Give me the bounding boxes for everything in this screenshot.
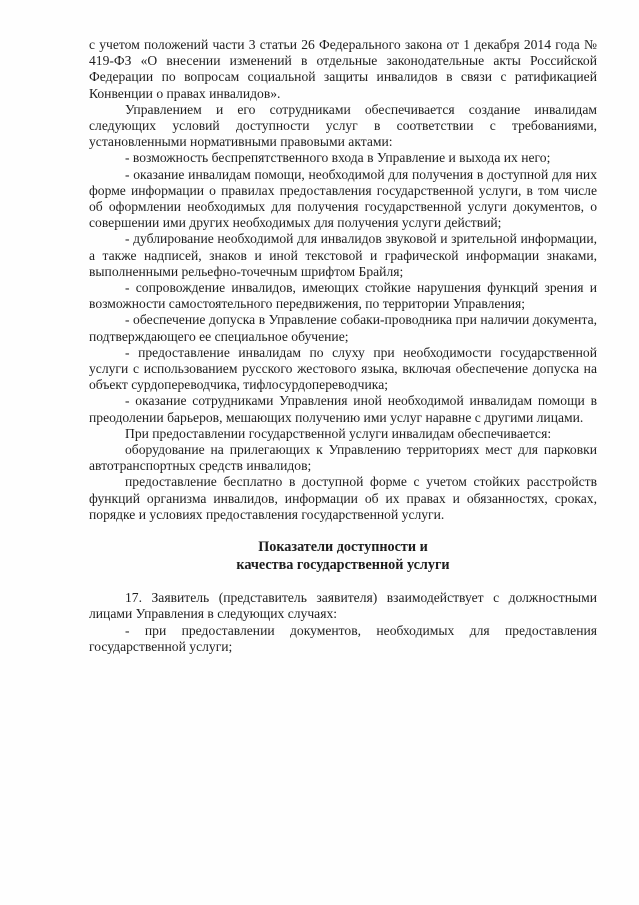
paragraph-parking: оборудование на прилегающих к Управлению территориях мест для парковки автотранспортных средств инвалидов;	[89, 442, 597, 474]
list-item-other-help: - оказание сотрудниками Управления иной необходимой инвалидам помощи в преодолении барьеров, мешающих получению ими услуг наравне с другими лицами.	[89, 393, 597, 425]
paragraph-federal-law: с учетом положений части 3 статьи 26 Федерального закона от 1 декабря 2014 года № 419-ФЗ «О внесении изменений в отдельные законодательные акты Российской Федерации по вопросам социальной защиты инвалидов в связи с ратификацией Конвенции о правах инвалидов».	[89, 37, 597, 101]
section-heading	[89, 539, 597, 574]
paragraph-conditions-intro: Управлением и его сотрудниками обеспечивается создание инвалидам следующих условий доступности услуг в соответствии с требованиями, установленными нормативными правовыми актами:	[89, 101, 597, 150]
paragraph-provision-intro: При предоставлении государственной услуги инвалидам обеспечивается:	[125, 425, 552, 441]
paragraph-17-interaction: 17. Заявитель (представитель заявителя) взаимодействует с должностными лицами Управления в следующих случаях:	[89, 590, 597, 622]
section-heading-line1: Показатели доступности и	[258, 539, 428, 556]
list-item-assistance-info: - оказание инвалидам помощи, необходимой для получения в доступной для них форме информации о правилах предоставления государственной услуги, в том числе об оформлении необходимых для получения государственной услуги документов, о совершении ими других необходимых для получения услуги действий;	[89, 166, 597, 231]
section-heading-line2: качества государственной услуги	[236, 556, 450, 573]
paragraph-free-info: предоставление бесплатно в доступной форме с учетом стойких расстройств функций организма инвалидов, информации об их правах и обязанностях, сроках, порядке и условиях предоставления государственной услуги.	[89, 474, 597, 522]
document-body	[89, 37, 597, 655]
list-item-sign-language: - предоставление инвалидам по слуху при необходимости государственной услуги с использованием русского жестового языка, включая обеспечение допуска на объект сурдопереводчика, тифлосурдопереводчика;	[89, 344, 597, 393]
list-item-escort: - сопровождение инвалидов, имеющих стойкие нарушения функций зрения и возможности самостоятельного передвижения, по территории Управления;	[89, 280, 597, 312]
list-item-guide-dog: - обеспечение допуска в Управление собаки-проводника при наличии документа, подтверждающего ее специальное обучение;	[89, 312, 597, 344]
list-item-document-submission: - при предоставлении документов, необходимых для предоставления государственной услуги;	[89, 622, 597, 654]
list-item-entrance: - возможность беспрепятственного входа в Управление и выхода их него;	[125, 150, 551, 166]
list-item-braille: - дублирование необходимой для инвалидов звуковой и зрительной информации, а также надписей, знаков и иной текстовой и графической информации знаками, выполненными рельефно-точечным шрифтом Брайля;	[89, 231, 597, 279]
